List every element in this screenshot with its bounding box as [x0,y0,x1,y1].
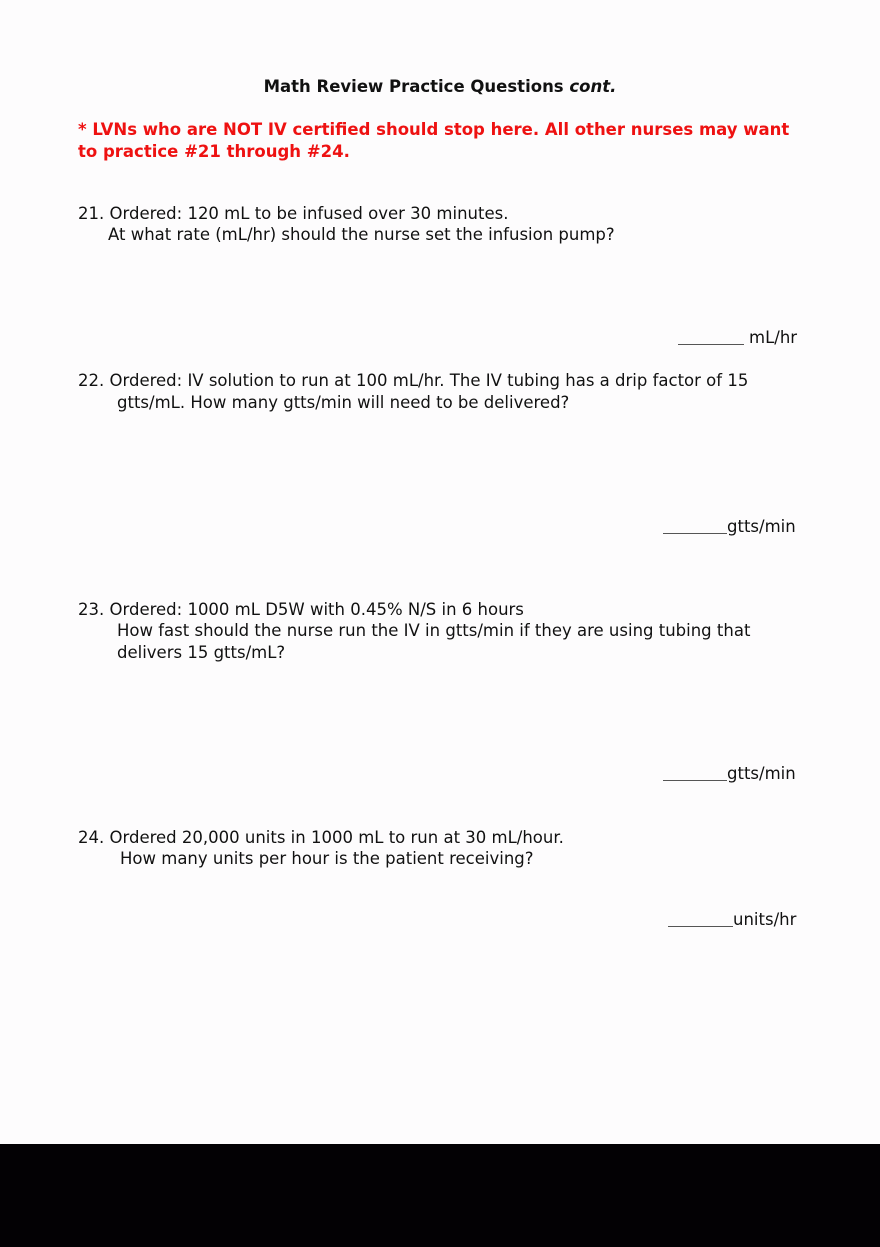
answer-unit: gtts/min [727,764,796,783]
answer-unit: gtts/min [727,517,796,536]
answer-blank-line[interactable] [678,344,744,345]
answer-unit: units/hr [733,910,797,929]
question-21-answer [678,328,797,347]
page-title [0,77,880,96]
question-22-line-2: gtts/mL. How many gtts/min will need to be delivered? [117,393,570,412]
answer-blank-line[interactable] [663,533,727,534]
question-23-line-3: delivers 15 gtts/mL? [117,643,286,662]
title-text: Math Review Practice Questions [263,77,564,96]
question-22-line-1: 22. Ordered: IV solution to run at 100 mL/hr. The IV tubing has a drip factor of 15 [78,371,749,390]
question-24-line-1: 24. Ordered 20,000 units in 1000 mL to run at 30 mL/hour. [78,828,564,847]
question-21-line-2: At what rate (mL/hr) should the nurse set the infusion pump? [108,225,615,244]
answer-blank-line[interactable] [663,780,727,781]
iv-certification-notice: * LVNs who are NOT IV certified should stop here. All other nurses may want to practice #21 through #24. [78,120,790,161]
question-23-line-1: 23. Ordered: 1000 mL D5W with 0.45% N/S in 6 hours [78,600,524,619]
question-23-answer [663,764,796,783]
question-21-line-1: 21. Ordered: 120 mL to be infused over 30 minutes. [78,204,509,223]
question-24-answer [668,910,796,929]
answer-unit: mL/hr [749,328,798,347]
question-22-answer [663,517,796,536]
bottom-black-band [0,1144,880,1247]
title-suffix: cont. [569,77,617,96]
question-23-line-2: How fast should the nurse run the IV in gtts/min if they are using tubing that [117,621,751,640]
question-24-line-2: How many units per hour is the patient receiving? [120,849,534,868]
answer-blank-line[interactable] [668,926,733,927]
